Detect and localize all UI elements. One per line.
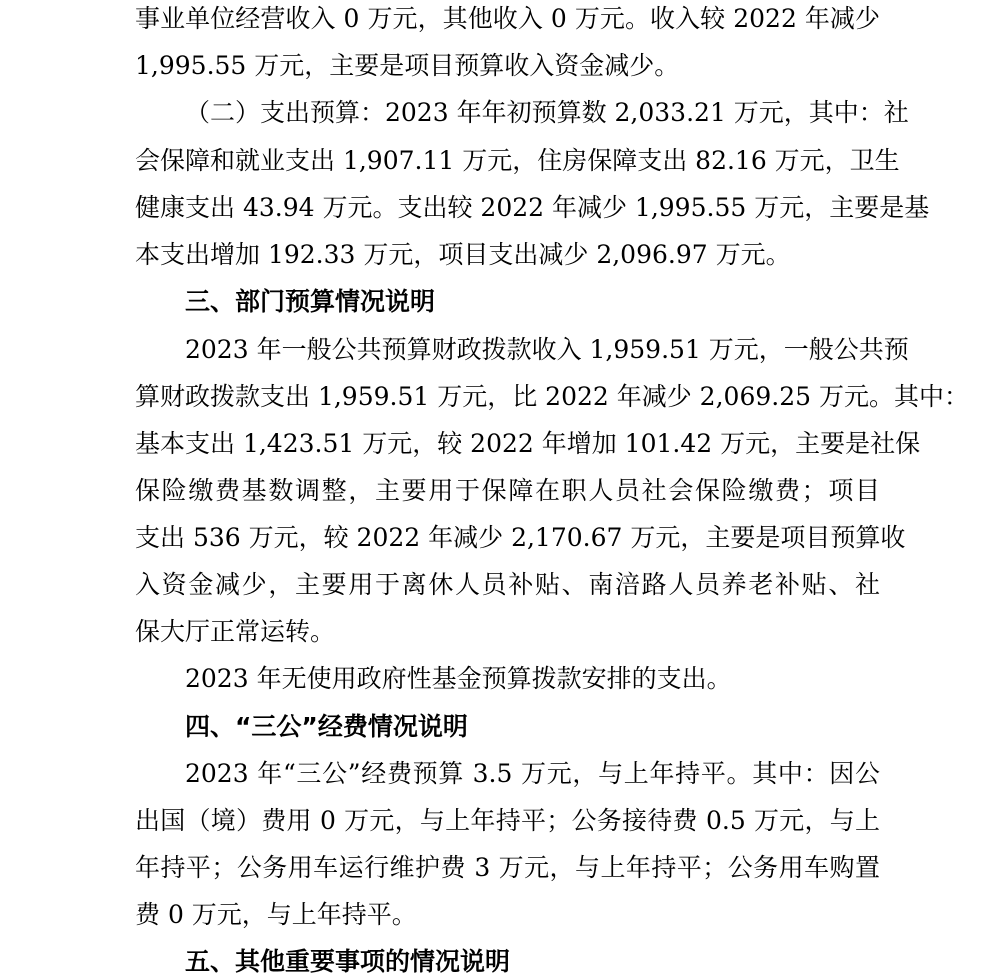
text-line: 保险缴费基数调整，主要用于保障在职人员社会保险缴费；项目 (135, 476, 880, 505)
text-line: 2023 年无使用政府性基金预算拨款安排的支出。 (185, 664, 732, 693)
text-line: （二）支出预算：2023 年年初预算数 2,033.21 万元，其中：社 (185, 98, 909, 127)
text-line: 费 0 万元，与上年持平。 (135, 900, 417, 929)
text-line: 1,995.55 万元，主要是项目预算收入资金减少。 (135, 51, 680, 80)
text-line: 支出 536 万元，较 2022 年减少 2,170.67 万元，主要是项目预算收 (135, 523, 906, 552)
text-line: 保大厅正常运转。 (135, 617, 336, 646)
text-line: 入资金减少，主要用于离休人员补贴、南涪路人员养老补贴、社 (135, 570, 880, 599)
section-heading-4: 四、“三公”经费情况说明 (185, 712, 468, 741)
text-line: 健康支出 43.94 万元。支出较 2022 年减少 1,995.55 万元，主要是基 (135, 193, 930, 222)
text-line: 会保障和就业支出 1,907.11 万元，住房保障支出 82.16 万元，卫生 (135, 146, 900, 175)
section-heading-5: 五、其他重要事项的情况说明 (185, 947, 511, 976)
text-line: 本支出增加 192.33 万元，项目支出减少 2,096.97 万元。 (135, 240, 791, 269)
section-heading-3: 三、部门预算情况说明 (185, 287, 436, 316)
text-line: 2023 年一般公共预算财政拨款收入 1,959.51 万元，一般公共预 (185, 335, 909, 364)
text-line: 年持平；公务用车运行维护费 3 万元，与上年持平；公务用车购置 (135, 853, 880, 882)
text-line: 事业单位经营收入 0 万元，其他收入 0 万元。收入较 2022 年减少 (135, 4, 880, 33)
text-line: 算财政拨款支出 1,959.51 万元，比 2022 年减少 2,069.25 万元。其中： (135, 382, 969, 411)
text-line: 基本支出 1,423.51 万元，较 2022 年增加 101.42 万元，主要是社保 (135, 429, 921, 458)
text-line: 出国（境）费用 0 万元，与上年持平；公务接待费 0.5 万元，与上 (135, 806, 880, 835)
text-line: 2023 年“三公”经费预算 3.5 万元，与上年持平。其中：因公 (185, 759, 880, 788)
